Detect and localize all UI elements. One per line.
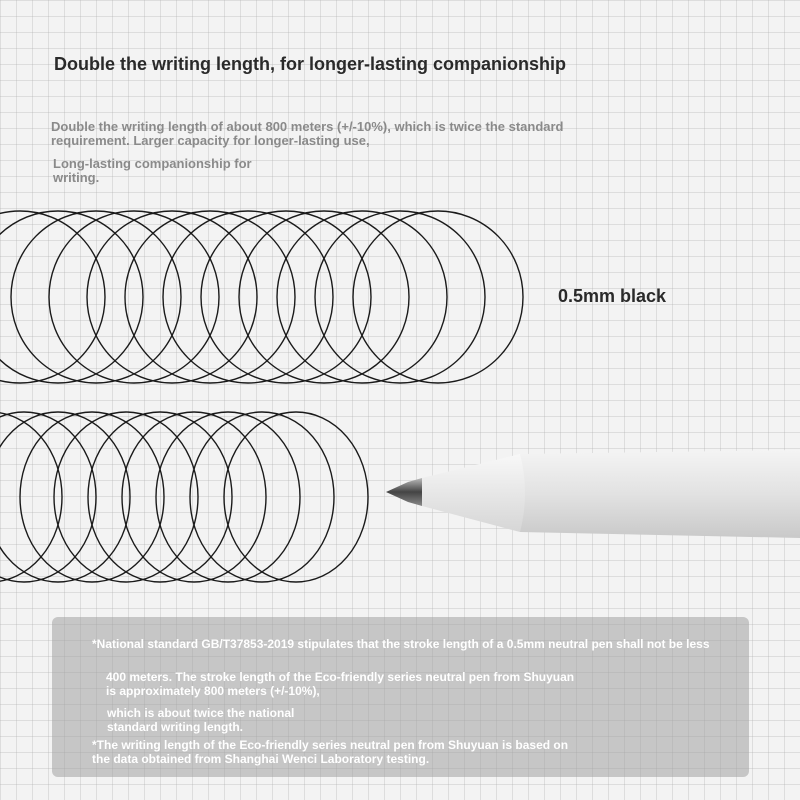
ink-loop: [0, 412, 96, 582]
ink-loop: [49, 211, 219, 383]
ink-loop: [0, 211, 105, 383]
ink-loop: [315, 211, 485, 383]
ink-loop: [201, 211, 371, 383]
description-writing-length: Double the writing length of about 800 meters (+/-10%), which is twice the standard requirement. Larger capacity for longer-lasting use,: [51, 119, 564, 148]
ink-loop: [125, 211, 295, 383]
pen-spec-label: 0.5mm black: [558, 286, 667, 306]
note-stroke-length: 400 meters. The stroke length of the Eco-friendly series neutral pen from Shuyuan is approximately 800 meters (+/-10%),: [106, 670, 575, 698]
ink-loops-bottom: [0, 412, 368, 582]
pen-body: [520, 450, 800, 538]
ink-loop: [277, 211, 447, 383]
ink-loops-top: [0, 211, 523, 383]
pen-illustration: [386, 450, 800, 538]
pen-tip-cone: [422, 454, 525, 532]
description-companionship: Long-lasting companionship for writing.: [53, 156, 252, 185]
ink-loop: [11, 211, 181, 383]
pen-nib: [386, 478, 422, 506]
note-lab-testing: *The writing length of the Eco-friendly series neutral pen from Shuyuan is based on the data obtained from Shanghai Wenci Laboratory testing.: [92, 738, 569, 766]
ink-loop: [239, 211, 409, 383]
ink-loop: [353, 211, 523, 383]
ink-loop: [87, 211, 257, 383]
note-twice-standard: which is about twice the national standard writing length.: [107, 706, 295, 734]
ink-loop: [163, 211, 333, 383]
ink-loop: [0, 211, 143, 383]
headline: Double the writing length, for longer-lasting companionship: [54, 54, 566, 74]
note-standard: *National standard GB/T37853-2019 stipulates that the stroke length of a 0.5mm neutral pen shall not be less: [92, 637, 710, 651]
ink-loop: [0, 412, 62, 582]
